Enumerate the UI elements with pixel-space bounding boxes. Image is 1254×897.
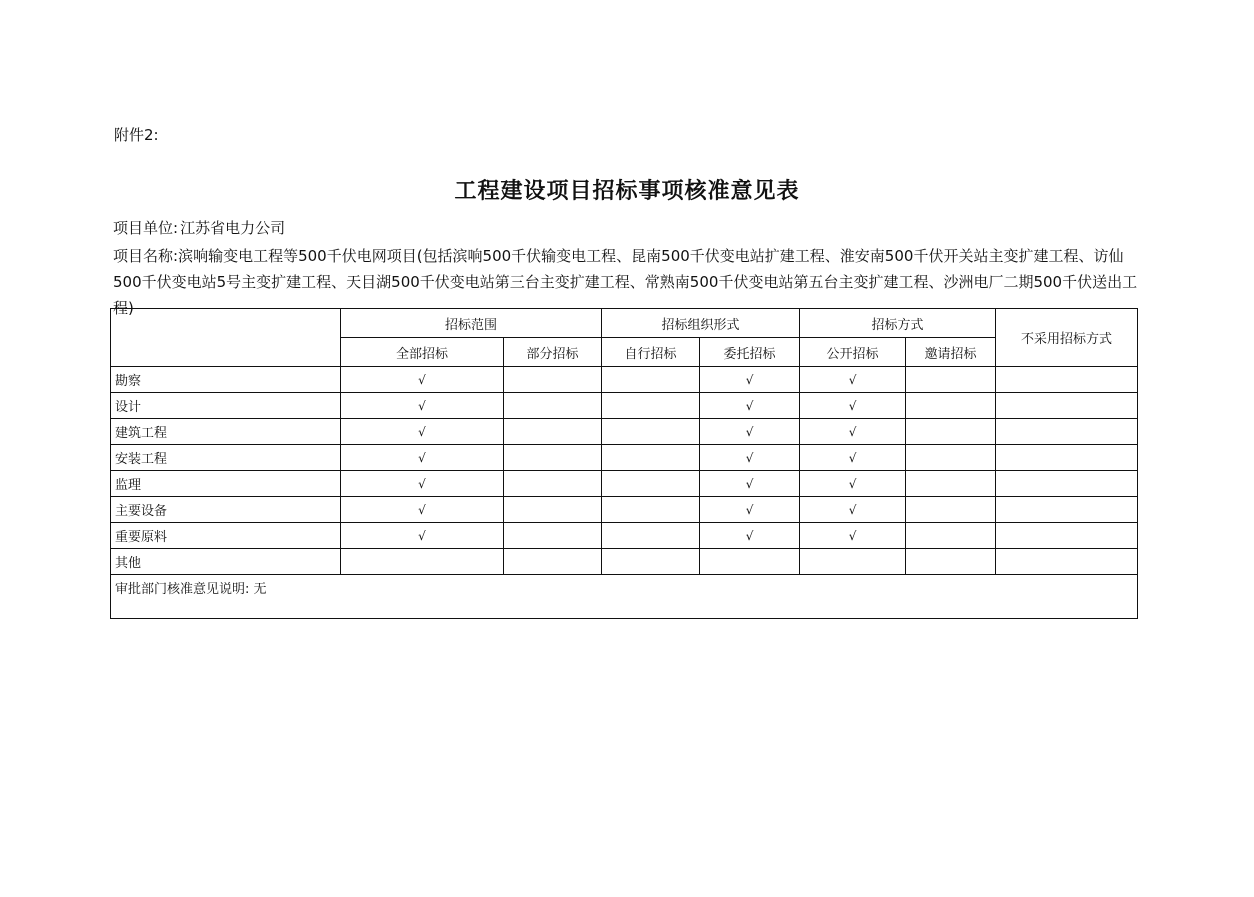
table-cell: √ bbox=[341, 471, 504, 497]
table-cell: √ bbox=[341, 523, 504, 549]
table-row bbox=[111, 523, 1138, 549]
table-cell bbox=[906, 393, 996, 419]
project-name-label: 项目名称: bbox=[113, 247, 179, 265]
table-cell: √ bbox=[341, 445, 504, 471]
table-cell: √ bbox=[341, 393, 504, 419]
table-row bbox=[111, 393, 1138, 419]
row-label: 勘察 bbox=[111, 367, 341, 393]
table-cell bbox=[996, 471, 1138, 497]
table-cell bbox=[504, 471, 602, 497]
table-cell: √ bbox=[700, 497, 800, 523]
table-cell: √ bbox=[700, 419, 800, 445]
subheader-cell: 部分招标 bbox=[504, 338, 602, 367]
table-cell: √ bbox=[800, 497, 906, 523]
table-cell bbox=[996, 367, 1138, 393]
table-cell: √ bbox=[700, 471, 800, 497]
table-cell bbox=[602, 549, 700, 575]
header-blank-cell bbox=[111, 309, 341, 367]
table-cell: √ bbox=[800, 523, 906, 549]
table-cell bbox=[996, 549, 1138, 575]
table-cell: √ bbox=[341, 497, 504, 523]
table-cell bbox=[996, 497, 1138, 523]
attachment-label: 附件2: bbox=[114, 126, 159, 144]
table-cell bbox=[996, 445, 1138, 471]
table-cell bbox=[906, 497, 996, 523]
table-cell bbox=[602, 523, 700, 549]
table-cell bbox=[504, 497, 602, 523]
row-label: 设计 bbox=[111, 393, 341, 419]
table-cell: √ bbox=[800, 445, 906, 471]
subheader-cell: 全部招标 bbox=[341, 338, 504, 367]
note-row bbox=[111, 575, 1138, 619]
table-cell bbox=[906, 419, 996, 445]
table-row bbox=[111, 419, 1138, 445]
header-org: 招标组织形式 bbox=[602, 309, 800, 338]
table-cell bbox=[602, 393, 700, 419]
table-cell bbox=[700, 549, 800, 575]
table-cell bbox=[602, 497, 700, 523]
table-cell: √ bbox=[700, 445, 800, 471]
row-label: 其他 bbox=[111, 549, 341, 575]
table-cell bbox=[906, 549, 996, 575]
subheader-cell: 邀请招标 bbox=[906, 338, 996, 367]
table-cell bbox=[996, 419, 1138, 445]
table-cell: √ bbox=[800, 419, 906, 445]
table-cell bbox=[996, 523, 1138, 549]
row-label: 监理 bbox=[111, 471, 341, 497]
table-row bbox=[111, 549, 1138, 575]
document-title: 工程建设项目招标事项核准意见表 bbox=[454, 179, 800, 204]
project-unit bbox=[113, 217, 285, 238]
project-unit-label: 项目单位: bbox=[113, 219, 179, 237]
table-cell bbox=[504, 419, 602, 445]
table-cell bbox=[602, 419, 700, 445]
table-cell bbox=[341, 549, 504, 575]
table-cell bbox=[906, 471, 996, 497]
subheader-cell: 公开招标 bbox=[800, 338, 906, 367]
table-cell bbox=[602, 471, 700, 497]
table-cell: √ bbox=[700, 367, 800, 393]
project-unit-value: 江苏省电力公司 bbox=[180, 219, 286, 237]
table-cell: √ bbox=[700, 393, 800, 419]
table-cell bbox=[906, 367, 996, 393]
table-row bbox=[111, 445, 1138, 471]
table-cell bbox=[504, 445, 602, 471]
table-cell bbox=[504, 549, 602, 575]
header-row-groups bbox=[111, 309, 1138, 338]
row-label: 主要设备 bbox=[111, 497, 341, 523]
table-cell: √ bbox=[700, 523, 800, 549]
table-row bbox=[111, 497, 1138, 523]
table-cell: √ bbox=[800, 471, 906, 497]
table-cell: √ bbox=[800, 393, 906, 419]
approval-table bbox=[110, 308, 1138, 619]
table-row bbox=[111, 367, 1138, 393]
subheader-cell: 委托招标 bbox=[700, 338, 800, 367]
header-no-bid: 不采用招标方式 bbox=[996, 309, 1138, 367]
table-cell: √ bbox=[341, 367, 504, 393]
table-cell bbox=[800, 549, 906, 575]
table-row bbox=[111, 471, 1138, 497]
table-cell bbox=[602, 367, 700, 393]
table-cell bbox=[504, 393, 602, 419]
row-label: 安装工程 bbox=[111, 445, 341, 471]
project-name-value: 滨响输变电工程等500千伏电网项目(包括滨响500千伏输变电工程、昆南500千伏变电站扩建工程、淮安南500千伏开关站主变扩建工程、访仙500千伏变电站5号主变扩建工程、天目湖500千伏变电站第三台主变扩建工程、常熟南500千伏变电站第五台主变扩建工程、沙洲电厂二期500千伏送出工程) bbox=[113, 247, 1138, 317]
table-cell: √ bbox=[800, 367, 906, 393]
approval-note: 审批部门核准意见说明: 无 bbox=[111, 575, 1138, 619]
header-method: 招标方式 bbox=[800, 309, 996, 338]
table-cell bbox=[906, 523, 996, 549]
table-cell bbox=[504, 367, 602, 393]
table-cell bbox=[906, 445, 996, 471]
subheader-cell: 自行招标 bbox=[602, 338, 700, 367]
table-cell: √ bbox=[341, 419, 504, 445]
table-cell bbox=[996, 393, 1138, 419]
row-label: 建筑工程 bbox=[111, 419, 341, 445]
row-label: 重要原料 bbox=[111, 523, 341, 549]
table-cell bbox=[602, 445, 700, 471]
table-cell bbox=[504, 523, 602, 549]
header-scope: 招标范围 bbox=[341, 309, 602, 338]
